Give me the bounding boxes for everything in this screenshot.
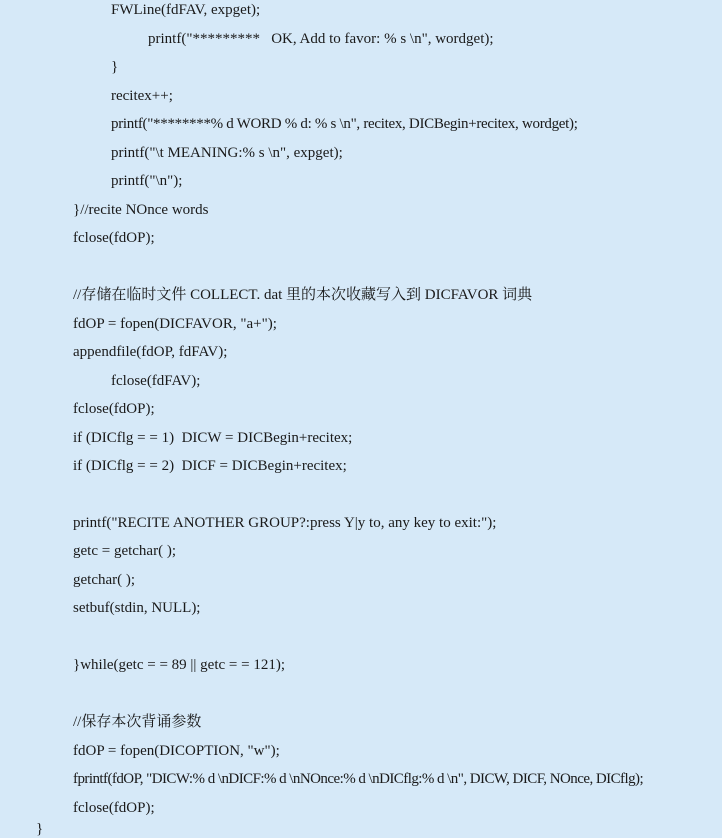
code-line: fprintf(fdOP, "DICW:% d \nDICF:% d \nNOnce:% d \nDICflg:% d \n", DICW, DICF, NOnce, DICflg); (73, 771, 644, 787)
code-line: appendfile(fdOP, fdFAV); (73, 344, 228, 360)
code-line: fclose(fdFAV); (111, 373, 201, 389)
code-comment: //存储在临时文件 COLLECT. dat 里的本次收藏写入到 DICFAVOR 词典 (73, 287, 533, 303)
code-line: fclose(fdOP); (73, 401, 155, 417)
code-line: getchar( ); (73, 572, 136, 588)
code-line: FWLine(fdFAV, expget); (111, 2, 261, 18)
code-line: recitex++; (111, 88, 173, 104)
code-line: if (DICflg = = 1) DICW = DICBegin+recitex; (73, 430, 353, 446)
code-line: }//recite NOnce words (73, 202, 209, 218)
code-line: printf("RECITE ANOTHER GROUP?:press Y|y to, any key to exit:"); (73, 515, 497, 531)
code-line: printf("\n"); (111, 173, 183, 189)
code-line: fdOP = fopen(DICFAVOR, "a+"); (73, 316, 277, 332)
code-line: fclose(fdOP); (73, 800, 155, 816)
code-line: getc = getchar( ); (73, 543, 176, 559)
code-comment: //保存本次背诵参数 (73, 714, 202, 730)
code-line: fclose(fdOP); (73, 230, 155, 246)
code-line: }while(getc = = 89 || getc = = 121); (73, 657, 285, 673)
code-line: fdOP = fopen(DICOPTION, "w"); (73, 743, 280, 759)
code-line: } (36, 821, 44, 837)
code-line: } (111, 59, 119, 75)
code-line: setbuf(stdin, NULL); (73, 600, 201, 616)
code-line: printf("********% d WORD % d: % s \n", recitex, DICBegin+recitex, wordget); (111, 116, 578, 132)
code-line: printf("\t MEANING:% s \n", expget); (111, 145, 343, 161)
code-line: if (DICflg = = 2) DICF = DICBegin+recitex; (73, 458, 347, 474)
code-line: printf("********* OK, Add to favor: % s \n", wordget); (148, 31, 494, 47)
